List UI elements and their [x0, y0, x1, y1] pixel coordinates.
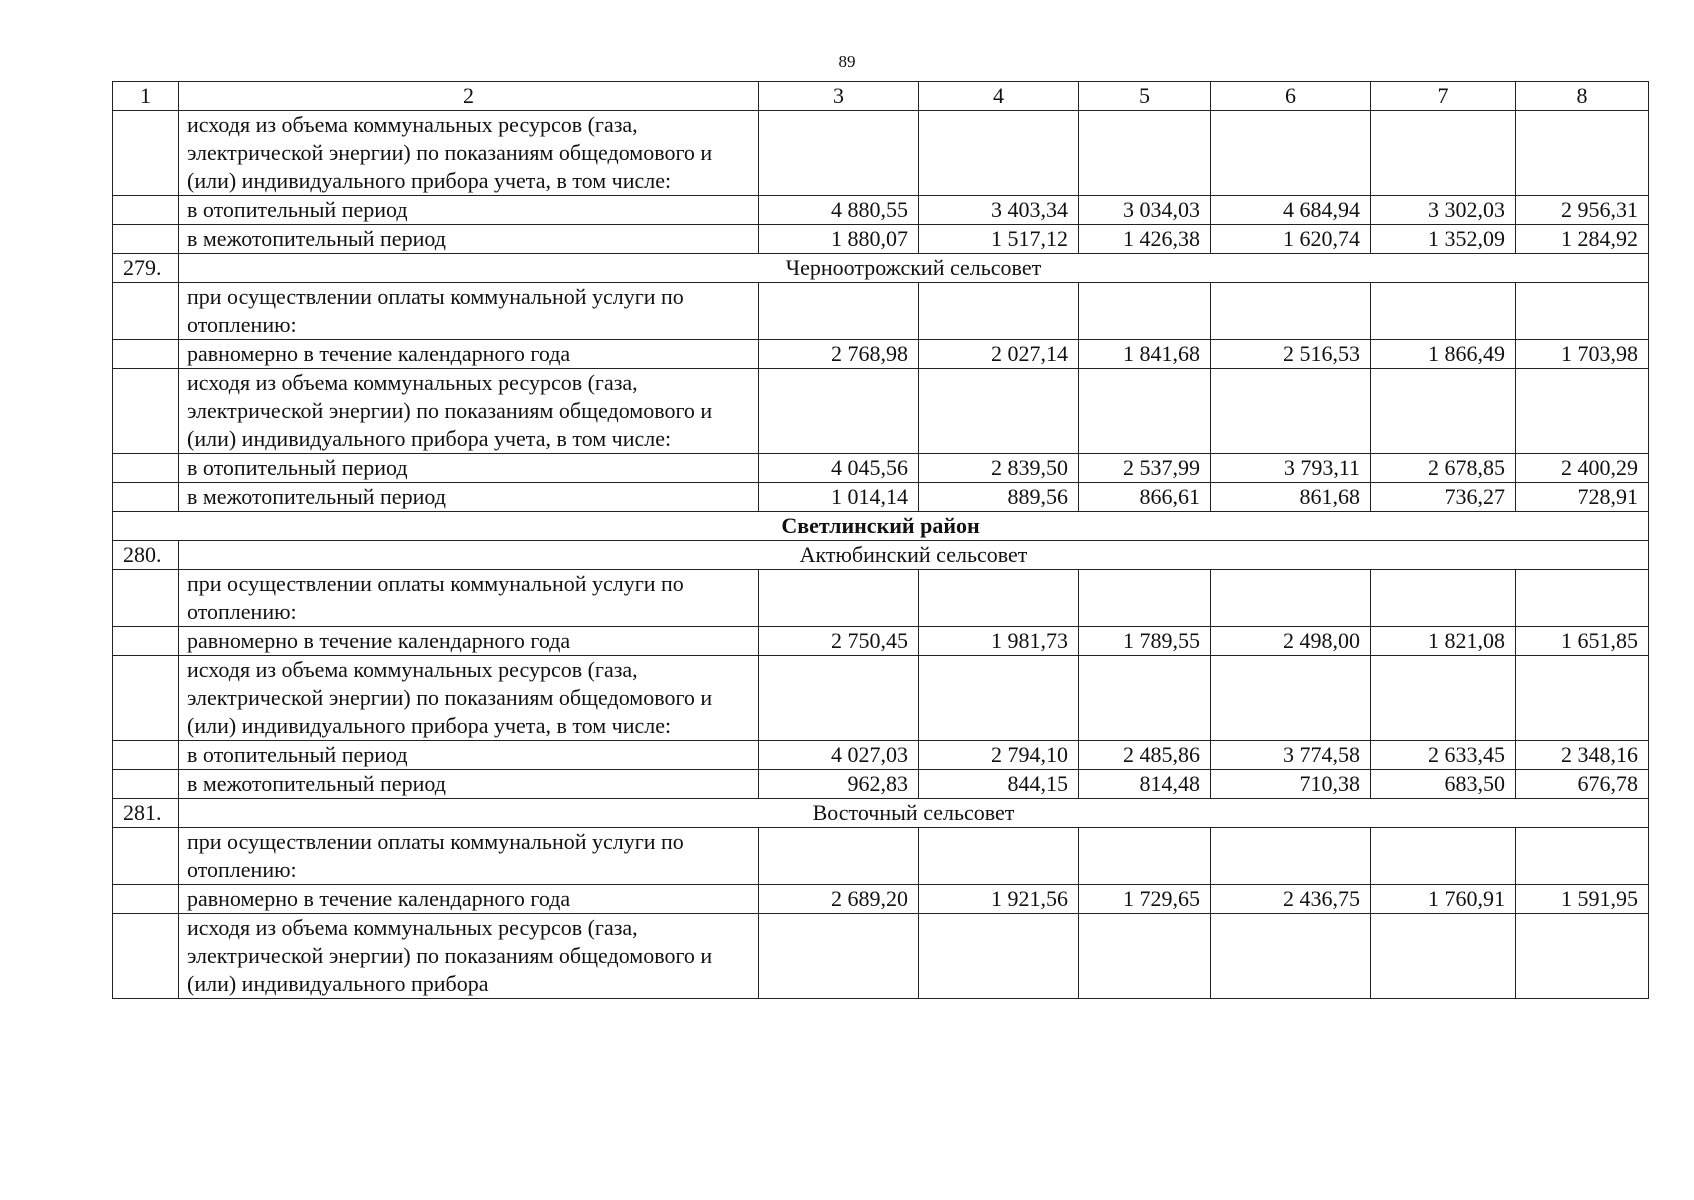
- value-cell-empty: [919, 828, 1079, 885]
- value-cell-empty: [1371, 570, 1516, 627]
- value-cell-empty: [1516, 828, 1649, 885]
- value-cell-empty: [1211, 369, 1371, 454]
- value-cell: 2 689,20: [759, 885, 919, 914]
- value-cell-empty: [1211, 570, 1371, 627]
- data-row: [113, 196, 1649, 225]
- value-cell: 1 651,85: [1516, 627, 1649, 656]
- index-cell: [113, 656, 179, 741]
- value-cell-empty: [1371, 111, 1516, 196]
- column-header: 3: [759, 82, 919, 111]
- value-cell-empty: [1079, 828, 1211, 885]
- value-cell: 3 302,03: [1371, 196, 1516, 225]
- value-cell-empty: [1516, 914, 1649, 999]
- row-label: в межотопительный период: [179, 483, 759, 512]
- description-row: [113, 111, 1649, 196]
- value-cell-empty: [1516, 369, 1649, 454]
- value-cell-empty: [1516, 570, 1649, 627]
- value-cell-empty: [1211, 656, 1371, 741]
- district-row: [113, 512, 1649, 541]
- value-cell: 889,56: [919, 483, 1079, 512]
- value-cell-empty: [1516, 111, 1649, 196]
- value-cell-empty: [1211, 111, 1371, 196]
- column-header: 8: [1516, 82, 1649, 111]
- index-cell: [113, 914, 179, 999]
- description-row: [113, 914, 1649, 999]
- index-cell: [113, 454, 179, 483]
- value-cell-empty: [1079, 111, 1211, 196]
- value-cell-empty: [1079, 570, 1211, 627]
- value-cell: 2 794,10: [919, 741, 1079, 770]
- row-label: в отопительный период: [179, 454, 759, 483]
- description-row: [113, 570, 1649, 627]
- column-header: 5: [1079, 82, 1211, 111]
- value-cell: 1 620,74: [1211, 225, 1371, 254]
- value-cell-empty: [1211, 283, 1371, 340]
- row-label: в отопительный период: [179, 196, 759, 225]
- value-cell: 2 436,75: [1211, 885, 1371, 914]
- value-cell-empty: [1371, 914, 1516, 999]
- value-cell-empty: [1211, 828, 1371, 885]
- index-cell: [113, 885, 179, 914]
- data-row: [113, 454, 1649, 483]
- value-cell: 2 400,29: [1516, 454, 1649, 483]
- value-cell-empty: [1371, 369, 1516, 454]
- value-cell: 683,50: [1371, 770, 1516, 799]
- section-row: [113, 799, 1649, 828]
- section-row: [113, 541, 1649, 570]
- value-cell: 861,68: [1211, 483, 1371, 512]
- value-cell: 1 517,12: [919, 225, 1079, 254]
- value-cell-empty: [1079, 283, 1211, 340]
- data-row: [113, 770, 1649, 799]
- description-row: [113, 828, 1649, 885]
- value-cell: 2 498,00: [1211, 627, 1371, 656]
- index-cell: [113, 483, 179, 512]
- value-cell-empty: [1211, 914, 1371, 999]
- data-row: [113, 741, 1649, 770]
- column-header: 4: [919, 82, 1079, 111]
- value-cell: 1 014,14: [759, 483, 919, 512]
- column-header: 1: [113, 82, 179, 111]
- value-cell: 676,78: [1516, 770, 1649, 799]
- value-cell-empty: [759, 570, 919, 627]
- value-cell: 2 839,50: [919, 454, 1079, 483]
- value-cell-empty: [759, 914, 919, 999]
- value-cell: 1 981,73: [919, 627, 1079, 656]
- value-cell: 2 768,98: [759, 340, 919, 369]
- index-cell: [113, 627, 179, 656]
- value-cell: 4 045,56: [759, 454, 919, 483]
- value-cell: 814,48: [1079, 770, 1211, 799]
- value-cell: 3 403,34: [919, 196, 1079, 225]
- value-cell-empty: [759, 656, 919, 741]
- value-cell-empty: [1371, 283, 1516, 340]
- index-cell: [113, 828, 179, 885]
- value-cell-empty: [759, 369, 919, 454]
- description-text: при осуществлении оплаты коммунальной услуги по отоплению:: [179, 283, 759, 340]
- value-cell: 1 880,07: [759, 225, 919, 254]
- value-cell: 2 633,45: [1371, 741, 1516, 770]
- value-cell: 736,27: [1371, 483, 1516, 512]
- section-index: 280.: [113, 541, 179, 570]
- section-name: Актюбинский сельсовет: [179, 541, 1649, 570]
- description-text: исходя из объема коммунальных ресурсов (газа, электрической энергии) по показаниям общедомового и (или) индивидуального прибора учета, в том числе:: [179, 369, 759, 454]
- value-cell: 1 821,08: [1371, 627, 1516, 656]
- value-cell-empty: [759, 828, 919, 885]
- value-cell: 2 348,16: [1516, 741, 1649, 770]
- value-cell: 2 027,14: [919, 340, 1079, 369]
- value-cell: 2 516,53: [1211, 340, 1371, 369]
- section-name: Черноотрожский сельсовет: [179, 254, 1649, 283]
- index-cell: [113, 741, 179, 770]
- value-cell: 1 921,56: [919, 885, 1079, 914]
- data-row: [113, 340, 1649, 369]
- data-row: [113, 225, 1649, 254]
- value-cell-empty: [919, 283, 1079, 340]
- description-row: [113, 283, 1649, 340]
- value-cell: 1 284,92: [1516, 225, 1649, 254]
- value-cell: 2 537,99: [1079, 454, 1211, 483]
- value-cell: 4 880,55: [759, 196, 919, 225]
- row-label: в межотопительный период: [179, 770, 759, 799]
- section-name: Восточный сельсовет: [179, 799, 1649, 828]
- tariff-table: [112, 81, 1649, 999]
- value-cell-empty: [919, 570, 1079, 627]
- data-row: [113, 627, 1649, 656]
- value-cell: 1 789,55: [1079, 627, 1211, 656]
- column-header: 2: [179, 82, 759, 111]
- value-cell: 1 591,95: [1516, 885, 1649, 914]
- value-cell: 866,61: [1079, 483, 1211, 512]
- index-cell: [113, 570, 179, 627]
- index-cell: [113, 111, 179, 196]
- value-cell: 1 760,91: [1371, 885, 1516, 914]
- description-text: исходя из объема коммунальных ресурсов (газа, электрической энергии) по показаниям общедомового и (или) индивидуального прибора учета, в том числе:: [179, 111, 759, 196]
- value-cell: 3 793,11: [1211, 454, 1371, 483]
- page-number: 89: [838, 52, 856, 71]
- value-cell: 962,83: [759, 770, 919, 799]
- index-cell: [113, 369, 179, 454]
- value-cell-empty: [1079, 369, 1211, 454]
- value-cell-empty: [1371, 656, 1516, 741]
- value-cell: 844,15: [919, 770, 1079, 799]
- value-cell-empty: [919, 656, 1079, 741]
- index-cell: [113, 225, 179, 254]
- column-header-row: [113, 82, 1649, 111]
- value-cell: 2 956,31: [1516, 196, 1649, 225]
- value-cell-empty: [1079, 914, 1211, 999]
- description-row: [113, 369, 1649, 454]
- value-cell: 1 841,68: [1079, 340, 1211, 369]
- value-cell: 1 866,49: [1371, 340, 1516, 369]
- description-text: исходя из объема коммунальных ресурсов (газа, электрической энергии) по показаниям общедомового и (или) индивидуального прибора учета, в том числе:: [179, 656, 759, 741]
- description-text: исходя из объема коммунальных ресурсов (газа, электрической энергии) по показаниям общедомового и (или) индивидуального прибора: [179, 914, 759, 999]
- value-cell: 710,38: [1211, 770, 1371, 799]
- description-text: при осуществлении оплаты коммунальной услуги по отоплению:: [179, 828, 759, 885]
- row-label: равномерно в течение календарного года: [179, 627, 759, 656]
- value-cell: 2 485,86: [1079, 741, 1211, 770]
- value-cell-empty: [1516, 283, 1649, 340]
- value-cell-empty: [919, 111, 1079, 196]
- value-cell: 3 774,58: [1211, 741, 1371, 770]
- value-cell-empty: [759, 283, 919, 340]
- value-cell-empty: [919, 914, 1079, 999]
- column-header: 7: [1371, 82, 1516, 111]
- value-cell-empty: [919, 369, 1079, 454]
- section-index: 281.: [113, 799, 179, 828]
- value-cell-empty: [1516, 656, 1649, 741]
- data-row: [113, 885, 1649, 914]
- index-cell: [113, 196, 179, 225]
- value-cell: 1 352,09: [1371, 225, 1516, 254]
- value-cell: 1 703,98: [1516, 340, 1649, 369]
- index-cell: [113, 340, 179, 369]
- data-row: [113, 483, 1649, 512]
- row-label: в отопительный период: [179, 741, 759, 770]
- row-label: равномерно в течение календарного года: [179, 340, 759, 369]
- index-cell: [113, 770, 179, 799]
- row-label: равномерно в течение календарного года: [179, 885, 759, 914]
- value-cell-empty: [1079, 656, 1211, 741]
- index-cell: [113, 283, 179, 340]
- value-cell: 3 034,03: [1079, 196, 1211, 225]
- table-body: [113, 82, 1649, 999]
- value-cell: 2 678,85: [1371, 454, 1516, 483]
- value-cell: 1 729,65: [1079, 885, 1211, 914]
- value-cell: 4 684,94: [1211, 196, 1371, 225]
- district-name: Светлинский район: [113, 512, 1649, 541]
- value-cell: 1 426,38: [1079, 225, 1211, 254]
- section-row: [113, 254, 1649, 283]
- description-row: [113, 656, 1649, 741]
- description-text: при осуществлении оплаты коммунальной услуги по отоплению:: [179, 570, 759, 627]
- value-cell: 728,91: [1516, 483, 1649, 512]
- value-cell: 2 750,45: [759, 627, 919, 656]
- value-cell-empty: [1371, 828, 1516, 885]
- value-cell-empty: [759, 111, 919, 196]
- value-cell: 4 027,03: [759, 741, 919, 770]
- section-index: 279.: [113, 254, 179, 283]
- row-label: в межотопительный период: [179, 225, 759, 254]
- column-header: 6: [1211, 82, 1371, 111]
